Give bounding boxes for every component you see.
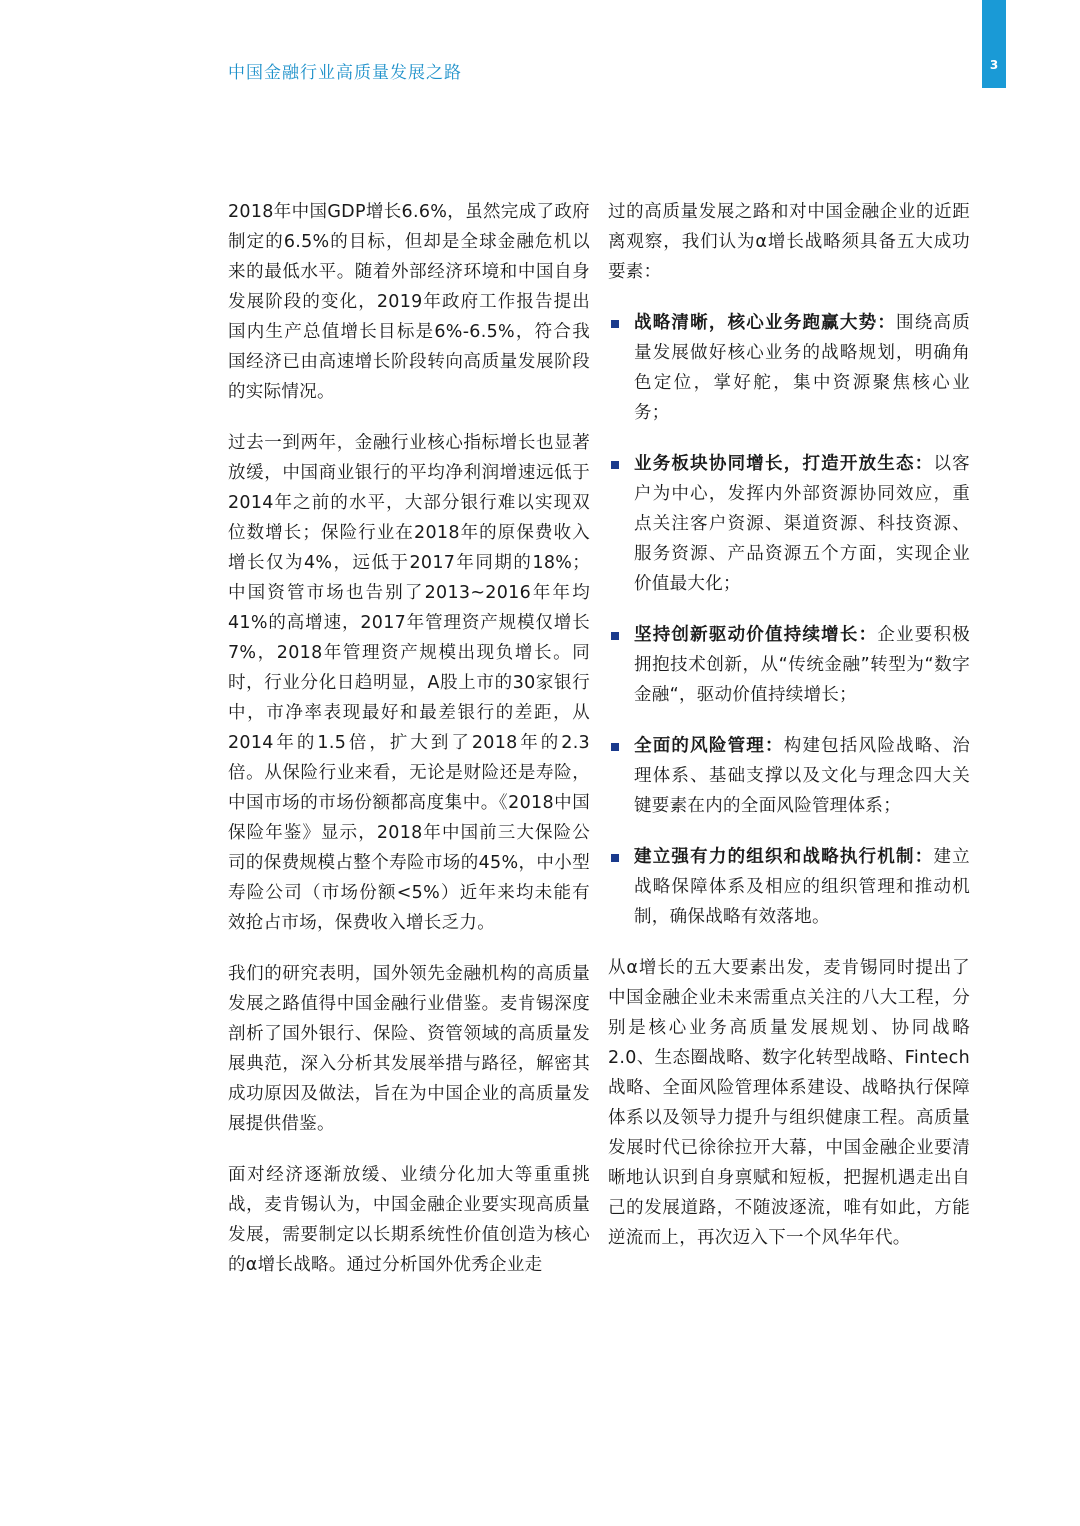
bullet-body: 围绕高质量发展做好核心业务的战略规划，明确角色定位，掌好舵，集中资源聚焦核心业务； [634,313,970,423]
paragraph-gdp: 2018年中国GDP增长6.6%，虽然完成了政府制定的6.5%的目标，但却是全球金融危机以来的最低水平。随着外部经济环境和中国自身发展阶段的变化，2019年政府工作报告提出国内生产总值增长目标是6%-6.5%，符合我国经济已由高速增长阶段转向高质量发展阶段的实际情况。 [228,202,590,402]
bullet-body: 以客户为中心，发挥内外部资源协同效应，重点关注客户资源、渠道资源、科技资源、服务资源、产品资源五个方面，实现企业价值最大化； [634,454,970,594]
left-column [228,197,590,1301]
list-item [608,620,970,710]
bullet-heading: 业务板块协同增长，打造开放生态： [634,454,934,474]
list-item [608,449,970,599]
paragraph-industry-slowdown: 过去一到两年，金融行业核心指标增长也显著放缓，中国商业银行的平均净利润增速远低于2014年之前的水平，大部分银行难以实现双位数增长；保险行业在2018年的原保费收入增长仅为4%，远低于2017年同期的18%；中国资管市场也告别了2013~2016年年均41%的高增速，2017年管理资产规模仅增长7%，2018年管理资产规模出现负增长。同时，行业分化日趋明显，A股上市的30家银行中，市净率表现最好和最差银行的差距，从2014年的1.5倍，扩大到了2018年的2.3倍。从保险行业来看，无论是财险还是寿险，中国市场的市场份额都高度集中。《2018中国保险年鉴》显示，2018年中国前三大保险公司的保费规模占整个寿险市场的45%，中小型寿险公司（市场份额<5%）近年来均未能有效抢占市场，保费收入增长乏力。 [228,433,590,933]
bullet-heading: 建立强有力的组织和战略执行机制： [634,847,934,867]
paragraph-closing: 从α增长的五大要素出发，麦肯锡同时提出了中国金融企业未来需重点关注的八大工程，分别是核心业务高质量发展规划、协同战略2.0、生态圈战略、数字化转型战略、Fintech战略、全面风险管理体系建设、战略执行保障体系以及领导力提升与组织健康工程。高质量发展时代已徐徐拉开大幕，中国金融企业要清晰地认识到自身禀赋和短板，把握机遇走出自己的发展道路，不随波逐流，唯有如此，方能逆流而上，再次迈入下一个风华年代。 [608,958,970,1248]
list-item [608,842,970,932]
success-factors-list [608,308,970,932]
list-item [608,731,970,821]
square-bullet-icon [611,854,619,862]
bullet-heading: 战略清晰，核心业务跑赢大势： [634,313,897,333]
running-header-title: 中国金融行业高质量发展之路 [228,63,462,83]
page-number: 3 [989,58,999,72]
page-number-tab [982,0,1006,88]
bullet-heading: 坚持创新驱动价值持续增长： [634,625,878,645]
bullet-body: 建立战略保障体系及相应的组织管理和推动机制，确保战略有效落地。 [634,847,970,927]
square-bullet-icon [611,743,619,751]
paragraph-research: 我们的研究表明，国外领先金融机构的高质量发展之路值得中国金融行业借鉴。麦肯锡深度剖析了国外银行、保险、资管领域的高质量发展典范，深入分析其发展举措与路径，解密其成功原因及做法，旨在为中国企业的高质量发展提供借鉴。 [228,964,590,1134]
paragraph-intro: 过的高质量发展之路和对中国金融企业的近距离观察，我们认为α增长战略须具备五大成功要素： [608,202,970,282]
bullet-body: 构建包括风险战略、治理体系、基础支撑以及文化与理念四大关键要素在内的全面风险管理体系； [634,736,971,816]
right-column [608,197,970,1274]
bullet-body: 企业要积极拥抱技术创新，从“传统金融”转型为“数字金融“，驱动价值持续增长； [634,625,970,705]
square-bullet-icon [611,632,619,640]
list-item [608,308,970,428]
paragraph-challenges: 面对经济逐渐放缓、业绩分化加大等重重挑战，麦肯锡认为，中国金融企业要实现高质量发展，需要制定以长期系统性价值创造为核心的α增长战略。通过分析国外优秀企业走 [228,1165,590,1275]
square-bullet-icon [611,461,619,469]
bullet-heading: 全面的风险管理： [634,736,784,756]
square-bullet-icon [611,320,619,328]
